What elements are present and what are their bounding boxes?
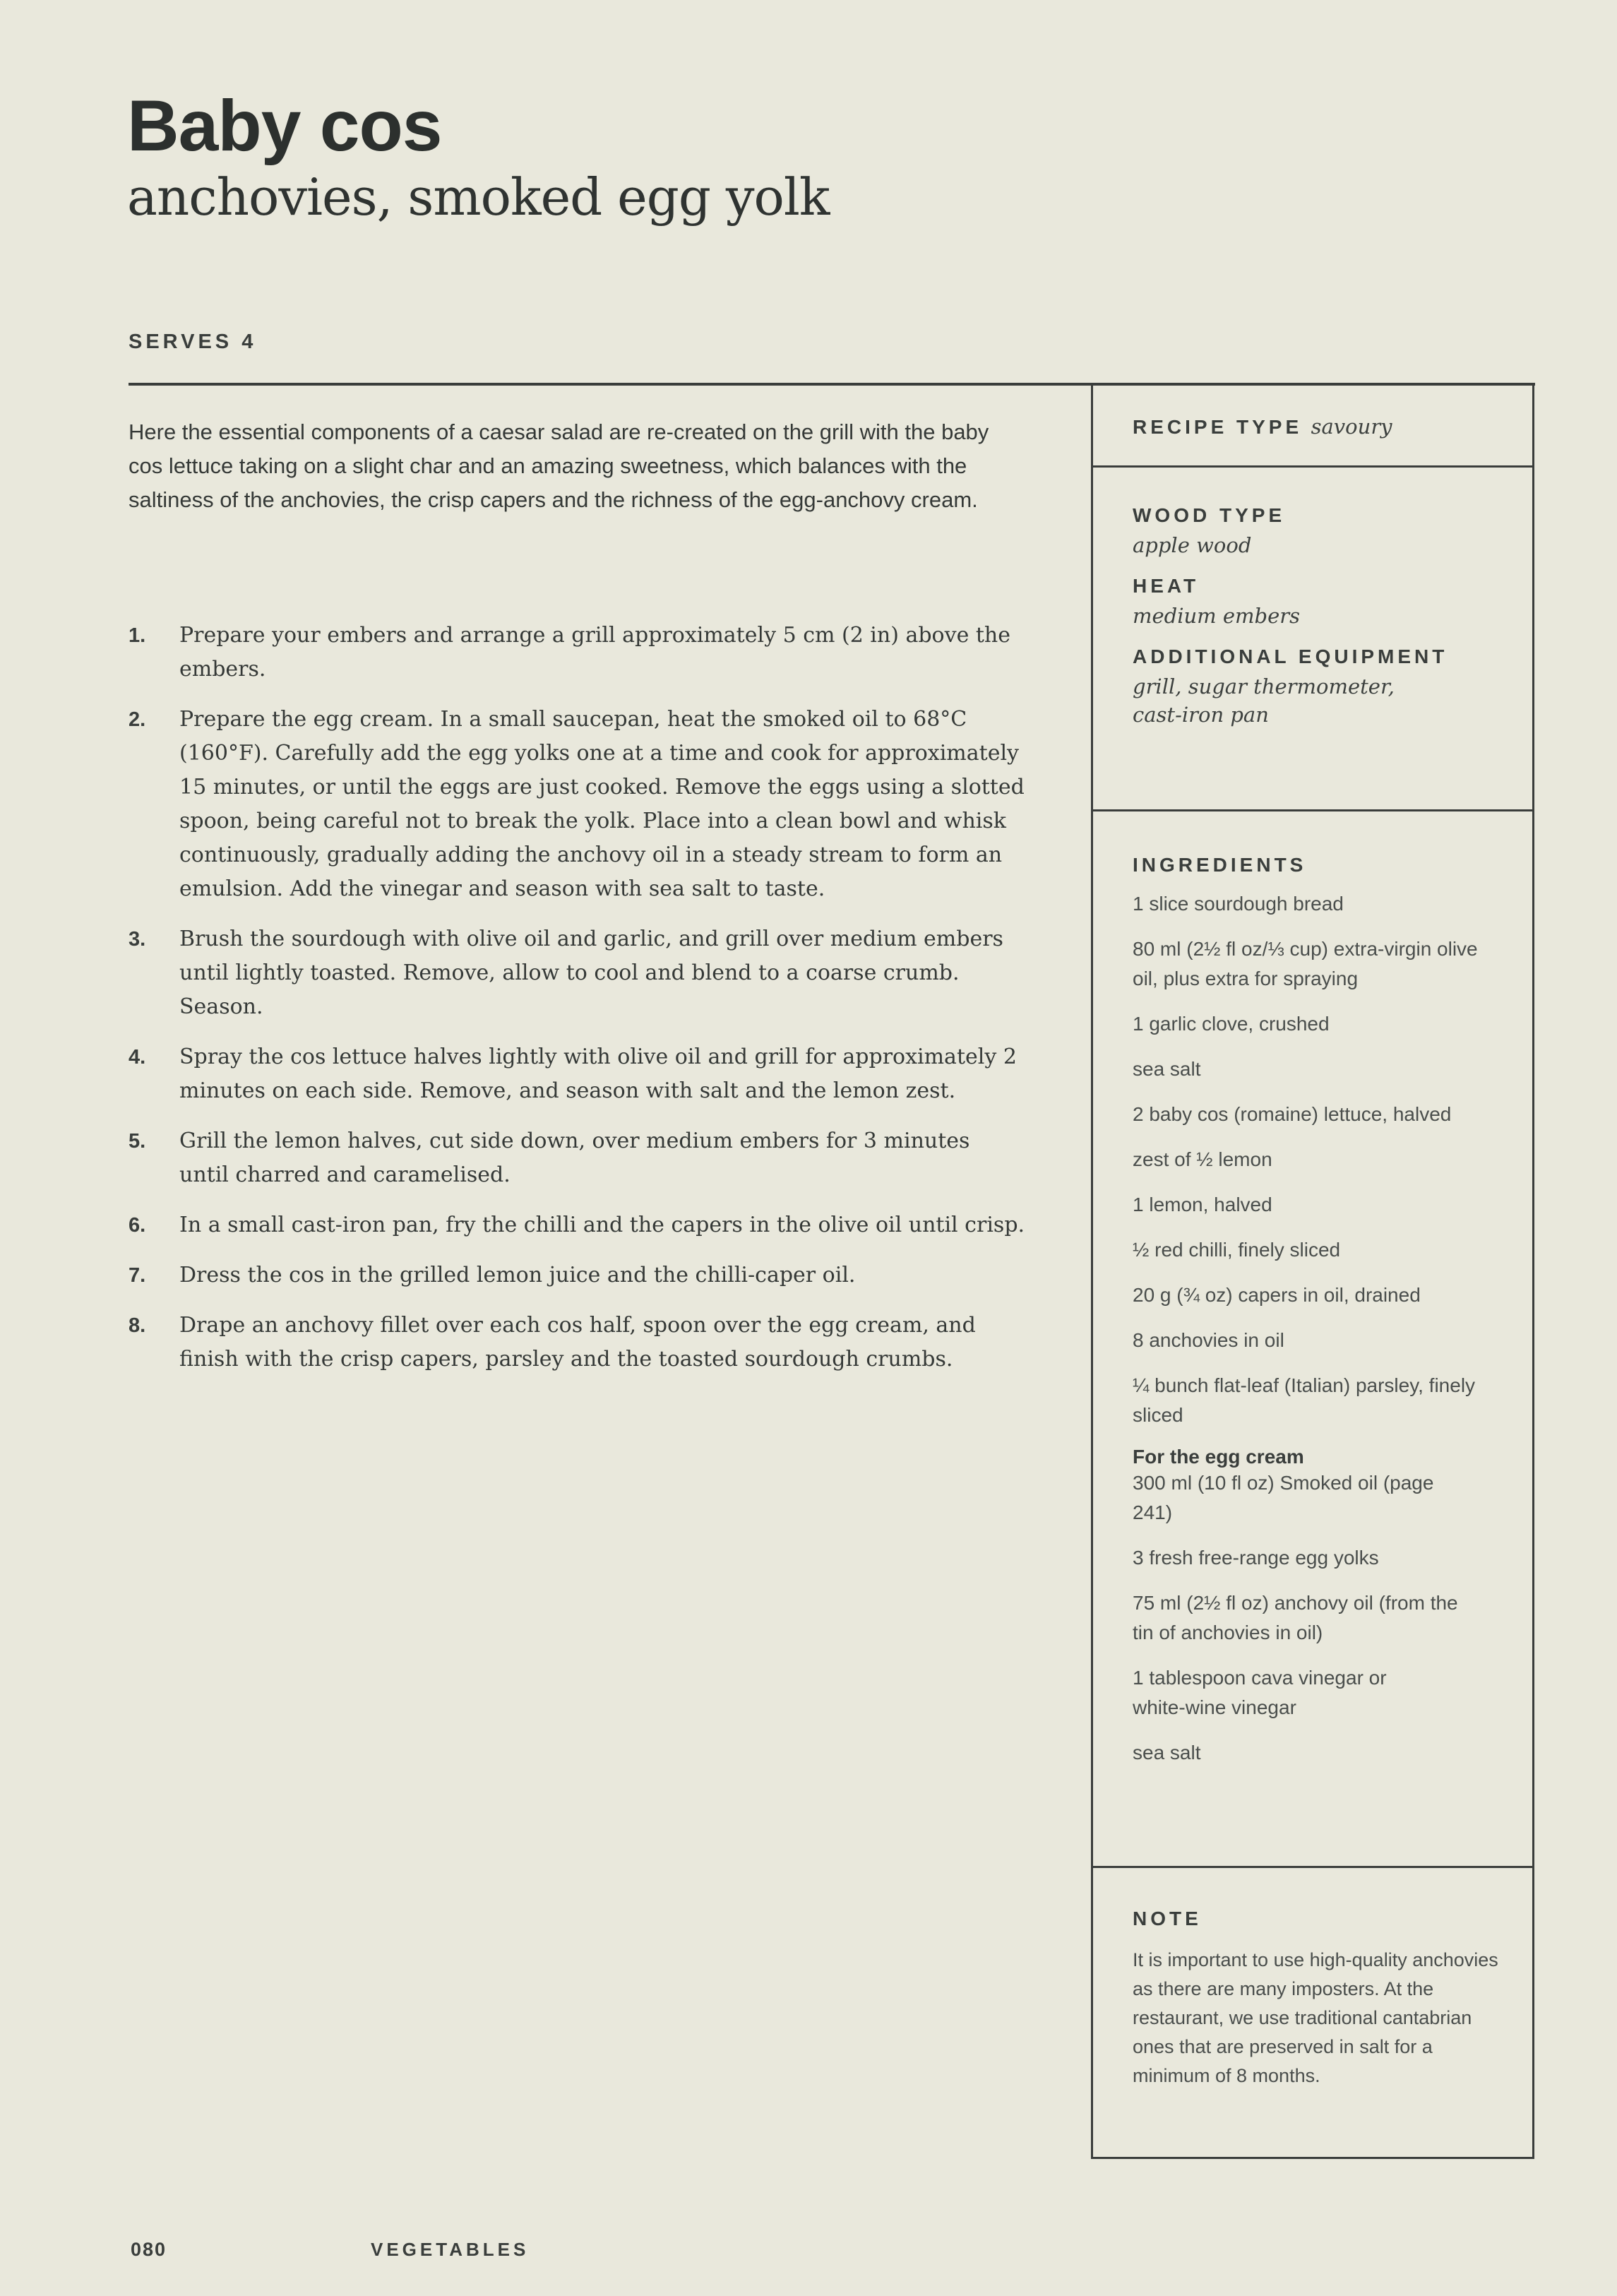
- note-label: NOTE: [1133, 1908, 1202, 1929]
- step-text: Brush the sourdough with olive oil and garlic, and grill over medium embers until lightly toasted. Remove, allow to cool and blend to a coarse crumb. Season.: [179, 927, 1003, 1019]
- step-item: [129, 1208, 1025, 1242]
- ingredients-section: [1093, 811, 1532, 1868]
- step-text: Prepare the egg cream. In a small saucepan, heat the smoked oil to 68°C (160°F). Carefully add the egg yolks one at a time and cook for approximately 15 minutes, or until the eggs are just cooked. Remove the eggs using a slotted spoon, being careful not to break the yolk. Place into a clean bowl and whisk continuously, gradually adding the anchovy oil in a steady stream to form an emulsion. Add the vinegar and season with sea salt to taste.: [179, 707, 1025, 901]
- step-number: 2.: [129, 708, 146, 731]
- note-text: It is important to use high-quality anchovies as there are many imposters. At the restaurant, we use traditional cantabrian ones that are preserved in salt for a minimum of 8 months.: [1133, 1949, 1498, 2086]
- ingredient-item: 1 lemon, halved: [1133, 1194, 1272, 1215]
- ingredient-item: 1 garlic clove, crushed: [1133, 1013, 1330, 1035]
- step-item: [129, 1309, 1025, 1376]
- step-number: 7.: [129, 1264, 146, 1287]
- heat-value: medium embers: [1133, 604, 1301, 628]
- recipe-type-value: savoury: [1311, 415, 1392, 439]
- ingredient-item: 80 ml (2½ fl oz/⅓ cup) extra-virgin olive oil, plus extra for spraying: [1133, 938, 1478, 989]
- ingredient-item: 1 slice sourdough bread: [1133, 893, 1344, 915]
- ingredient-item: sea salt: [1133, 1058, 1201, 1080]
- wood-type-label: WOOD TYPE: [1133, 504, 1286, 526]
- ingredient-item: 1 tablespoon cava vinegar or white-wine vinegar: [1133, 1667, 1387, 1718]
- serves-label: SERVES 4: [129, 331, 257, 353]
- step-item: [129, 1259, 1025, 1292]
- step-text: Spray the cos lettuce halves lightly with olive oil and grill for approximately 2 minutes on each side. Remove, and season with salt and the lemon zest.: [179, 1045, 1017, 1103]
- ingredient-item: ¼ bunch flat-leaf (Italian) parsley, finely sliced: [1133, 1374, 1476, 1426]
- step-item: [129, 1040, 1025, 1108]
- recipe-title: Baby cos: [127, 85, 442, 166]
- step-item: [129, 1124, 1025, 1192]
- note-section: [1093, 1868, 1532, 2157]
- section-name: VEGETABLES: [371, 2239, 530, 2260]
- step-number: 6.: [129, 1214, 146, 1237]
- ingredient-item: 300 ml (10 fl oz) Smoked oil (page 241): [1133, 1472, 1434, 1523]
- step-text: In a small cast-iron pan, fry the chilli and the capers in the olive oil until crisp.: [179, 1213, 1025, 1237]
- step-item: [129, 703, 1025, 906]
- equipment-value: grill, sugar thermometer, cast-iron pan: [1133, 674, 1395, 727]
- step-item: [129, 619, 1025, 686]
- step-number: 3.: [129, 928, 146, 951]
- step-text: Grill the lemon halves, cut side down, over medium embers for 3 minutes until charred and caramelised.: [179, 1129, 970, 1187]
- intro-paragraph: Here the essential components of a caesar salad are re-created on the grill with the baby cos lettuce taking on a slight char and an amazing sweetness, which balances with the saltiness of the anchovies, the crisp capers and the richness of the egg-anchovy cream.: [129, 420, 989, 512]
- ingredient-item: 20 g (¾ oz) capers in oil, drained: [1133, 1284, 1421, 1306]
- recipe-type-section: [1093, 383, 1532, 468]
- wood-type-value: apple wood: [1133, 533, 1252, 557]
- ingredient-item: sea salt: [1133, 1742, 1201, 1763]
- recipe-type-label: RECIPE TYPE: [1133, 416, 1303, 438]
- step-number: 5.: [129, 1130, 146, 1153]
- step-text: Prepare your embers and arrange a grill approximately 5 cm (2 in) above the embers.: [179, 623, 1010, 682]
- equipment-label: ADDITIONAL EQUIPMENT: [1133, 646, 1448, 667]
- recipe-subtitle: anchovies, smoked egg yolk: [127, 167, 830, 227]
- step-item: [129, 922, 1025, 1024]
- ingredient-item: 75 ml (2½ fl oz) anchovy oil (from the tin of anchovies in oil): [1133, 1592, 1458, 1643]
- page-number: 080: [131, 2239, 167, 2260]
- ingredient-item: zest of ½ lemon: [1133, 1148, 1272, 1170]
- ingredient-item: ½ red chilli, finely sliced: [1133, 1239, 1341, 1261]
- recipe-sidebar: [1091, 383, 1534, 2159]
- wood-heat-section: [1093, 468, 1532, 811]
- step-number: 1.: [129, 624, 146, 647]
- method-steps: [129, 619, 1025, 1393]
- ingredient-item: 2 baby cos (romaine) lettuce, halved: [1133, 1103, 1452, 1125]
- step-number: 8.: [129, 1314, 146, 1337]
- step-text: Drape an anchovy fillet over each cos half, spoon over the egg cream, and finish with the crisp capers, parsley and the toasted sourdough crumbs.: [179, 1313, 976, 1372]
- step-number: 4.: [129, 1046, 146, 1069]
- ingredient-item: 8 anchovies in oil: [1133, 1329, 1284, 1351]
- ingredients-label: INGREDIENTS: [1133, 854, 1307, 876]
- egg-cream-subheading: For the egg cream: [1133, 1446, 1304, 1468]
- step-text: Dress the cos in the grilled lemon juice and the chilli-caper oil.: [179, 1263, 856, 1287]
- ingredient-item: 3 fresh free-range egg yolks: [1133, 1547, 1379, 1569]
- heat-label: HEAT: [1133, 575, 1200, 597]
